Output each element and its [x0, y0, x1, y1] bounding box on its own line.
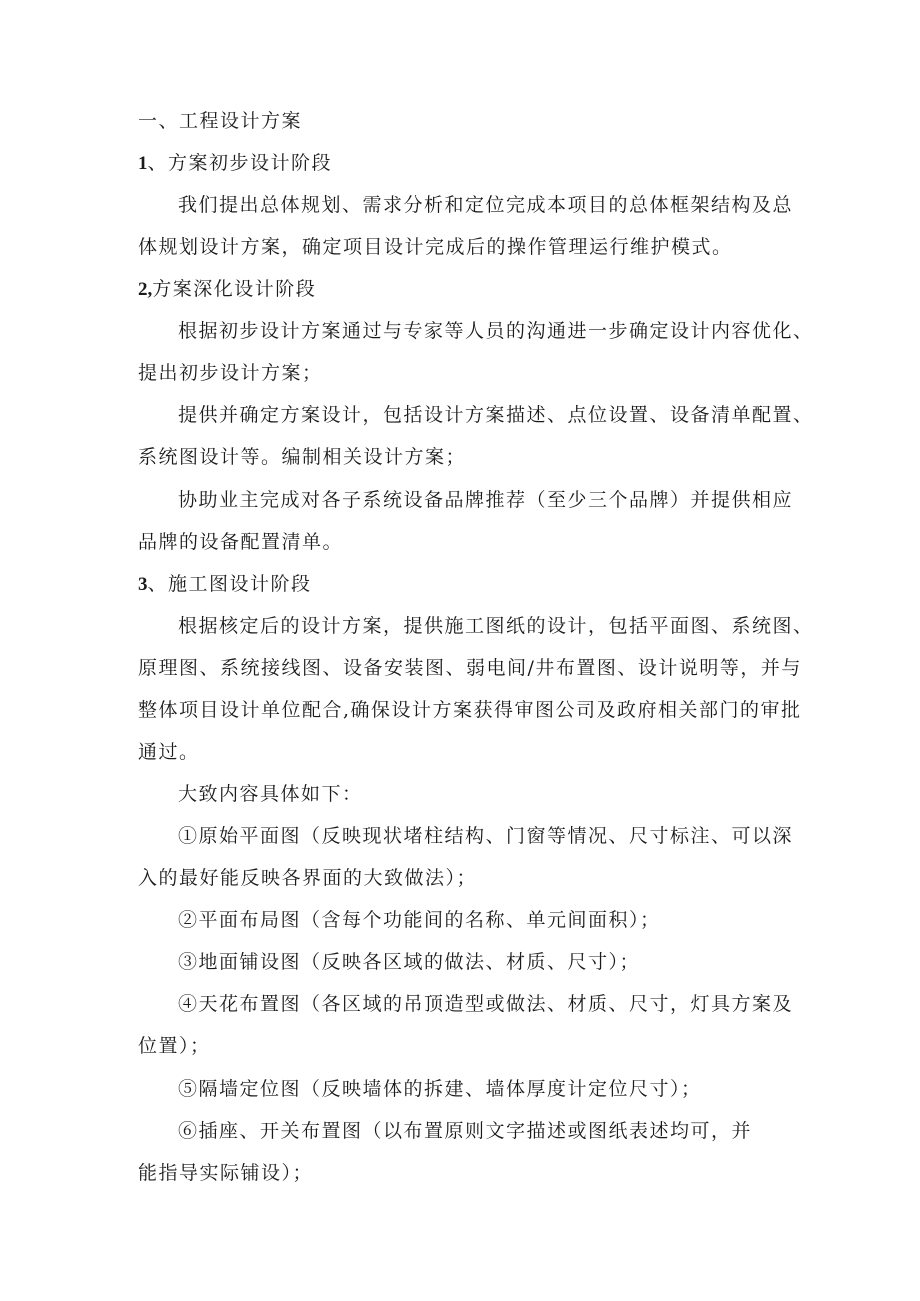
stage3-number: 3 [138, 574, 148, 595]
stage3-intro: 大致内容具体如下： [178, 783, 363, 805]
stage3-para1-line: 通过。 [138, 741, 200, 763]
stage3-para1-line: 根据核定后的设计方案，提供施工图纸的设计，包括平面图、系统图、 [178, 615, 814, 637]
stage3-title: 施工图设计阶段 [168, 573, 312, 595]
list-item: ①原始平面图（反映现状堵柱结构、门窗等情况、尺寸标注、可以深 [178, 825, 794, 847]
stage3-sep: 、 [147, 573, 169, 595]
stage2-number: 2, [138, 279, 153, 300]
stage3-para1-line: 整体项目设计单位配合,确保设计方案获得审图公司及政府相关部门的审批 [138, 699, 802, 721]
stage2-para1-line: 提出初步设计方案； [138, 362, 323, 384]
stage2-heading [138, 276, 316, 303]
list-item-continuation: 位置）； [138, 1035, 211, 1057]
list-item: ④天花布置图（各区域的吊顶造型或做法、材质、尺寸，灯具方案及 [178, 993, 794, 1015]
stage1-para-line: 我们提出总体规划、需求分析和定位完成本项目的总体框架结构及总 [178, 194, 794, 216]
list-item: ⑤隔墙定位图（反映墙体的拆建、墙体厚度计定位尺寸）； [178, 1078, 702, 1100]
stage2-para2-line: 提供并确定方案设计，包括设计方案描述、点位设置、设备清单配置、 [178, 404, 814, 426]
stage2-title: 方案深化设计阶段 [152, 278, 317, 300]
list-item: ②平面布局图（含每个功能间的名称、单元间面积）； [178, 909, 661, 931]
stage3-para1-line: 原理图、系统接线图、设备安装图、弱电间/井布置图、设计说明等，并与 [138, 657, 802, 679]
section-title: 一、工程设计方案 [138, 110, 303, 132]
stage1-title: 方案初步设计阶段 [168, 152, 333, 174]
stage1-sep: 、 [147, 152, 169, 174]
stage1-number: 1 [138, 153, 148, 174]
stage2-para1-line: 根据初步设计方案通过与专家等人员的沟通进一步确定设计内容优化、 [178, 320, 814, 342]
stage1-heading [138, 150, 332, 177]
stage2-para3-line: 品牌的设备配置清单。 [138, 531, 344, 553]
stage2-para3-line: 协助业主完成对各子系统设备品牌推荐（至少三个品牌）并提供相应 [178, 489, 794, 511]
stage2-para2-line: 系统图设计等。编制相关设计方案； [138, 446, 467, 468]
stage3-heading [138, 571, 312, 598]
list-item: ③地面铺设图（反映各区域的做法、材质、尺寸）； [178, 951, 641, 973]
list-item-continuation: 入的最好能反映各界面的大致做法）； [138, 867, 478, 889]
list-item: ⑥插座、开关布置图（以布置原则文字描述或图纸表述均可，并 [178, 1120, 753, 1142]
stage1-para-line: 体规划设计方案，确定项目设计完成后的操作管理运行维护模式。 [138, 236, 733, 258]
list-item-continuation: 能指导实际铺设）； [138, 1162, 314, 1184]
